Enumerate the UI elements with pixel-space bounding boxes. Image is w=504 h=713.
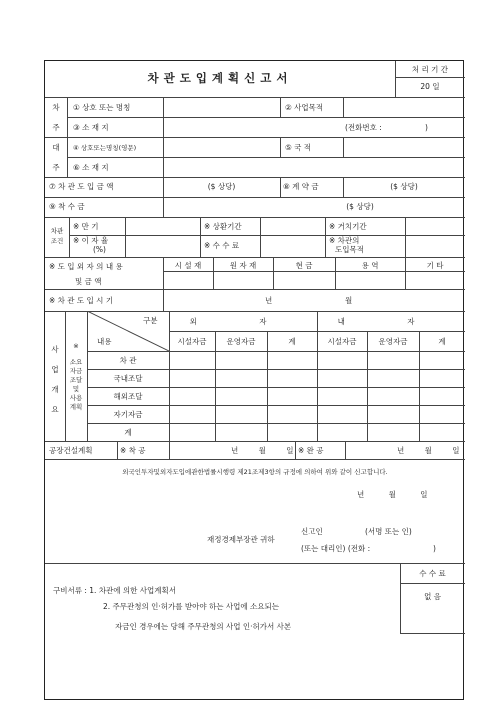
agent-close: ) (433, 544, 436, 553)
fee-box-value: 없 음 (424, 592, 441, 601)
country-label: ⑤ 국 적 (285, 143, 311, 152)
content-label-1: ※ 도 입 외 자 의 내 용 (49, 262, 123, 271)
plan-side-3: 개 (51, 385, 59, 394)
content-col-1: 시 설 재 (174, 261, 202, 270)
construction-end-label: ※ 완 공 (298, 446, 324, 455)
plan-row-total: 계 (124, 428, 132, 437)
plan-header-content: 내용 (97, 337, 112, 346)
construction-start-date: 년 월 일 (231, 446, 294, 455)
plan-sub-2: 소요 (69, 358, 83, 366)
deposit-unit: ($ 상당) (346, 202, 374, 211)
construction-label: 공장건설계획 (49, 446, 93, 455)
plan-col-3: 계 (288, 337, 296, 346)
purpose-label-1: ※ 차관의 (329, 236, 360, 245)
declaration-date: 년 월 일 (357, 490, 428, 499)
borrower-name-label: ① 상호 또는 명칭 (73, 103, 131, 112)
documents-item2b: 자금인 경우에는 당해 주무관청의 사업 인·허가서 사본 (115, 622, 292, 631)
interest-label: ※ 이 자 율 (73, 236, 109, 245)
conditions-side-2: 조건 (50, 237, 64, 245)
lender-side-2: 주 (52, 163, 60, 172)
plan-sub-4: 조달 (69, 376, 83, 384)
plan-col-1: 시설자금 (177, 337, 207, 346)
content-label-2: 및 금 액 (75, 277, 102, 286)
purpose-label-2: 도입목적 (335, 245, 364, 254)
fee-label: ※ 수 수 료 (204, 241, 240, 250)
plan-col-5: 운영자금 (378, 337, 408, 346)
phone-label: (전화번호 : (345, 123, 382, 132)
lender-side-1: 대 (52, 143, 60, 152)
plan-domestic-header: 내 자 (337, 317, 445, 326)
plan-sub-1: ※ (73, 342, 79, 350)
plan-header-div: 구분 (143, 316, 158, 325)
fee-box-label: 수 수 료 (419, 569, 446, 578)
processing-value: 20 일 (420, 82, 440, 91)
maturity-label: ※ 만 기 (73, 222, 99, 231)
plan-sub-3: 자금 (69, 367, 83, 375)
contract-amount-unit: ($ 상당) (390, 182, 418, 191)
borrower-side-2: 주 (52, 123, 60, 132)
plan-side-4: 요 (51, 405, 59, 414)
loan-amount-label: ⑦ 차 관 도 입 금 액 (49, 182, 114, 191)
plan-sub-7: 계획 (69, 403, 83, 411)
declaration-recipient: 재정경제부장관 귀하 (207, 535, 275, 544)
declarant-label: 신고인 (301, 527, 323, 536)
phone-close: ) (425, 123, 428, 132)
construction-start-label: ※ 착 공 (120, 446, 146, 455)
form-title: 차관도입계획신고서 (147, 71, 293, 85)
content-col-2: 원 자 재 (229, 261, 257, 270)
content-col-5: 기 타 (426, 261, 444, 270)
agent-label: (또는 대리인) (전화 : (301, 544, 371, 553)
contract-amount-label: ⑧ 계 약 금 (283, 182, 319, 191)
plan-row-loan: 차 관 (119, 356, 137, 365)
plan-col-4: 시설자금 (327, 337, 357, 346)
loan-amount-unit: ($ 상당) (207, 182, 236, 191)
plan-sub-6: 사용 (69, 394, 83, 402)
declaration-form (44, 60, 464, 700)
content-col-3: 현 금 (295, 261, 313, 270)
documents-item2: 2. 주무관청의 인·허가를 받아야 하는 사업에 소요되는 (103, 602, 279, 611)
repayment-label: ※ 상환기간 (204, 222, 242, 231)
plan-col-2: 운영자금 (226, 337, 256, 346)
timing-label: ※ 차 관 도 입 시 기 (49, 296, 114, 305)
construction-end-date: 년 월 일 (397, 446, 460, 455)
declarant-sign: (서명 또는 인) (365, 527, 412, 536)
business-purpose-label: ② 사업목적 (285, 103, 324, 112)
grace-label: ※ 거치기간 (329, 222, 367, 231)
conditions-side-1: 차관 (50, 227, 64, 235)
plan-side-2: 업 (51, 365, 59, 374)
documents-label: 구비서류 : 1. 차관에 의한 사업계획서 (53, 586, 177, 595)
plan-col-6: 계 (438, 337, 446, 346)
interest-unit: (%) (93, 245, 106, 254)
borrower-side-1: 차 (52, 103, 60, 112)
timing-year: 년 (265, 296, 273, 305)
lender-name-label: ④ 상호또는명칭(영문) (73, 144, 137, 152)
deposit-label: ⑨ 착 수 금 (49, 202, 85, 211)
lender-address-label: ⑥ 소 재 지 (73, 163, 109, 172)
plan-sub-5: 및 (72, 385, 80, 393)
declaration-text: 외국인투자및외자도입에관한법률시행령 제21조제3항의 규정에 의하여 위와 같이 신고합니다. (122, 468, 388, 476)
timing-month: 월 (345, 296, 353, 305)
plan-row-overseas: 해외조달 (113, 392, 143, 401)
content-col-4: 용 역 (361, 261, 379, 270)
plan-row-own: 자기자금 (113, 410, 143, 419)
plan-foreign-header: 외 자 (189, 317, 297, 326)
plan-side-1: 사 (51, 345, 59, 354)
processing-label: 처 리 기 간 (411, 65, 449, 74)
borrower-address-label: ③ 소 재 지 (73, 123, 109, 132)
plan-row-domestic: 국내조달 (113, 374, 143, 383)
